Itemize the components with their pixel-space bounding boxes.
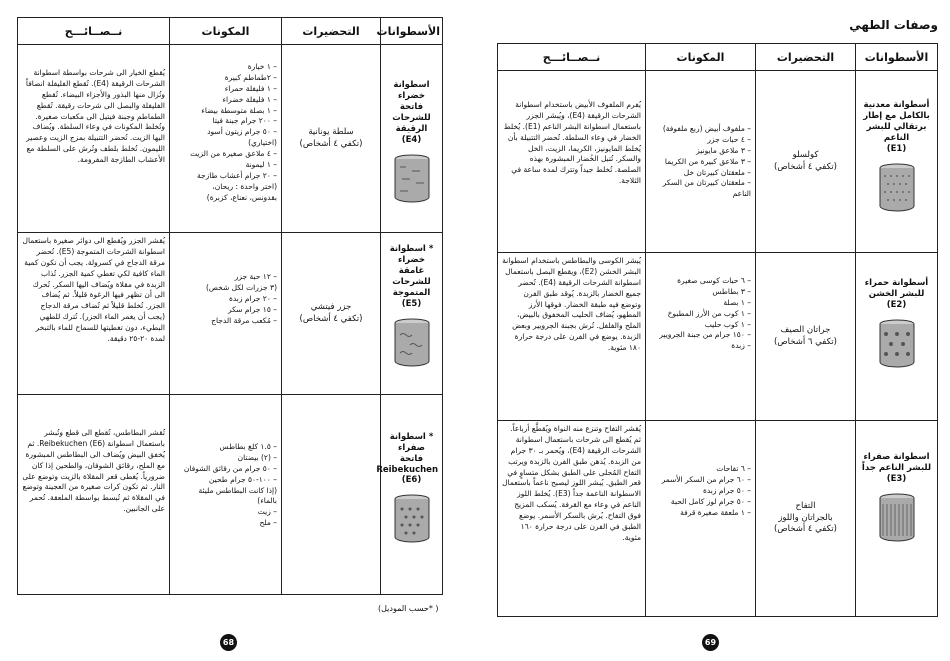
cylinder-code: (E1) [886, 144, 907, 155]
header-preparations: التحضيرات [282, 18, 381, 45]
header-tips: نــصــائـــح [498, 44, 646, 71]
fine-grater-drum-icon [877, 162, 917, 214]
dish-name: التفاح [795, 501, 816, 512]
ingredient-item: – ٥٠ جرام زيتون أسود [207, 127, 277, 137]
preparation-cell [756, 253, 856, 421]
cylinder-code: (E5) [401, 299, 422, 310]
ingredient-item: – ١.٥ كلغ بطاطس [219, 442, 277, 451]
cylinder-cell [381, 233, 443, 395]
left-recipe-table [17, 17, 443, 595]
ingredient-item: – زبدة [731, 341, 751, 351]
cylinder-name [385, 244, 438, 299]
ingredient-item: بقدونس، نعناع، كزبرة) [206, 192, 277, 202]
tip-text: يُفرم الملفوف الأبيض باستخدام اسطوانة الشرحات الرقيقة (E4)، ويُبشر الجزر باستعمال اسطوانة البشر الناعم (E1). يُخلط الخضار في وعاء السلطة. تُحضر التتبيلة بأن يُخلط المايونيز، الكريما، الزيت، الخل والسكر. تُتبل الخُضار المبشورة بهذه الصلصة. تُخلط جيداً وتترك لمدة ساعة في الثلاجة. [503, 100, 641, 186]
preparation-cell [282, 233, 381, 395]
cylinder-code: (E4) [401, 135, 422, 146]
ingredient-item: – ٢طماطم كبيرة [224, 72, 277, 82]
ingredient-item: (٣ جزرات لكل شخص) [205, 282, 277, 292]
extra-fine-grater-drum-icon [877, 492, 917, 544]
cylinder-cell [856, 253, 938, 421]
cylinder-name [385, 432, 438, 465]
page-number-badge: 69 [702, 634, 719, 651]
tip-text: يُقشر التفاح وتنزع منه النواة ويُقطَّع أرباعاً. ثم يُقطع الى شرحات باستعمال اسطوانة الشرحات الرقيقة (E4)، ويُحمر بـ ٣٠ جرام من الزبدة. يُدهن طبق الفرن بالزبدة ويرتب التفاح المُحلى على الطبق بشكل متساوٍ في قعر الطبق. يُبشر اللوز ليصبح ناعماً باستعمال الاسطوانة الناعمة جداً (E3). يُخلط اللوز الناعم في وعاء مع القرفة. يُسكب المزيج فوق التفاح. يُرش بالسكر الأسمر. يوضع الطبق في الفرن على درجة حرارة ١٦٠ مئوية. [502, 424, 641, 542]
ingredient-item: – ٣ بطاطس [712, 286, 751, 296]
tip-text: يُبشر الكوسى والبطاطس باستخدام اسطوانة البشر الخشن (E2)، ويقطع البصل باستعمال اسطوانة الشرحات الرقيقة (E4). تُحضر جميع الخضار بالزبدة. يُوقد طبق الفرن وتوضع فيه طبقة الخضار. فوقها الأرز المطهو، يُضاف الحليب المخفوق بالبيض، الملح والفلفل. تُرش بجبنة الجرويير وبعض الزبدة. يوضع في الفرن على درجة حرارة ١٨٠ مئوية. [502, 256, 641, 352]
ingredient-item: الناعم [732, 189, 751, 199]
cylinder-cell [856, 421, 938, 617]
ingredient-item: (إذا كانت البطاطس مليئة [198, 485, 277, 495]
cylinder-cell [376, 395, 443, 595]
ingredient-item: – ٣ ملاعق كبيرة من الكريما [664, 156, 751, 166]
servings: (تكفي ٤ أشخاص) [774, 161, 837, 172]
ingredient-item: – ٥٠ جرام لوز كامل الحبة [670, 496, 751, 506]
ingredient-item: – ١ خيارة [247, 62, 277, 71]
cylinder-cell [856, 71, 938, 253]
ingredients-cell [170, 395, 282, 595]
ingredient-item: – ٦ حبات كوسى صغيرة [677, 276, 751, 285]
wavy-slicer-drum-icon [392, 317, 432, 369]
cylinder-name-text: اسطوانة صفراء فاتحة [389, 432, 426, 465]
cylinder-name: أسطوانة حمراء للبشر الخشن [864, 278, 929, 300]
header-preparations: التحضيرات [756, 44, 856, 71]
servings: (تكفي ٤ أشخاص) [299, 138, 363, 149]
ingredient-item: – مُكعب مرقة الدجاج [211, 315, 277, 325]
page-number-badge: 68 [220, 634, 237, 651]
ingredients-cell [646, 421, 756, 617]
ingredient-item: بالماء) [257, 496, 277, 506]
cylinder-extra: Reibekuchen [376, 465, 438, 476]
footnote-star: * [428, 432, 434, 442]
servings: (تكفي ٤ أشخاص) [299, 313, 363, 324]
preparation-cell [756, 421, 856, 617]
ingredient-item: – ٤ حبات جزر [707, 134, 751, 144]
ingredient-item: – ١ كوب من الأرز المطبوخ [667, 308, 751, 318]
ingredient-item: – ملفوف أبيض (ربع ملفوفة) [662, 124, 751, 133]
ingredient-item: – ١ فليفلة خضراء [222, 94, 277, 104]
dish-name: كولسلو [792, 150, 819, 161]
ingredient-item: – ٦٠ جرام من السكر الأسمر [661, 474, 751, 484]
ingredient-item: (اختر واحدة : ريحان، [212, 181, 277, 191]
tips-cell [498, 71, 646, 253]
cylinder-name: اسطوانة خضراء فاتحة للشرحات الرقيقة [392, 80, 431, 135]
dish-name: جراتان الصيف [780, 325, 831, 336]
dish-name: جزر فيتشي [310, 302, 352, 313]
ingredient-item: – ٤ ملاعق صغيرة من الزيت [190, 149, 277, 158]
ingredients-cell [646, 71, 756, 253]
header-tips: نــصــائـــح [18, 18, 170, 45]
dish-name-line2: بالجراتان واللوز [778, 512, 833, 523]
ingredient-item: – ٣ ملاعق مايونيز [696, 145, 751, 155]
ingredient-item: (اختياري) [248, 138, 277, 148]
ingredient-item: – ١ ملعقة صغيرة قرفة [680, 507, 751, 517]
cylinder-cell [381, 45, 443, 233]
preparation-cell [756, 71, 856, 253]
ingredients-cell [646, 253, 756, 421]
cylinder-code: (E2) [886, 300, 907, 311]
ingredient-item: – ٦ تفاحات [716, 464, 751, 473]
tip-text: تُقشر البطاطس، تُقطع الى قطع وتُبشر باستعمال اسطوانة Reibekuchen (E6). ثم يُخفق البيض ويُضاف الى البطاطس المبشورة مع الملح، رقائق الشوفان، والطحين إذا كان ضرورياً. يُغطى قعر المقلاة بالزيت وتوضع على النار. ثم تكون كرات صغيرة من العجينة وتوضع في المقلاة ثم تُبسط بواسطة الملعقة. تُحمر على الجانبين. [22, 428, 165, 514]
tips-cell [498, 421, 646, 617]
tips-cell [18, 45, 170, 233]
page-heading: وصفات الطهي [849, 18, 938, 32]
ingredient-item: – ١ بصلة [723, 297, 751, 307]
slicer-drum-icon [392, 153, 432, 205]
ingredient-item: – ١٥٠ جرام من جبنة الجرويير [659, 330, 751, 340]
header-ingredients: المكونات [646, 44, 756, 71]
ingredient-item: – ملعقتان كبيرتان خل [683, 167, 751, 177]
ingredient-item: – ٢٠٠ جرام جبنة فيتا [212, 116, 277, 126]
header-cylinders: الأسطوانات [856, 44, 938, 71]
ingredients-cell [170, 233, 282, 395]
ingredient-item: – ١٠٠-٥٠ جرام طحين [208, 474, 277, 484]
ingredient-item: – ٥٠ جرام من رقائق الشوفان [183, 463, 277, 473]
ingredient-item: – (٢) بيضتان [237, 452, 277, 462]
tips-cell [18, 233, 170, 395]
ingredient-item: – زيت [257, 507, 277, 517]
footnote: ( *حسب الموديل) [378, 604, 439, 613]
tip-text: يُقطع الخيار الى شرحات بواسطة اسطوانة الشرحات الرقيقة (E4). تُقطع الفليفلة انصافاً وتُزال منها البذور والأجزاء البيضاء. تُقطع الفليفلة والبصل الى شرحات رقيقة. تُقطع الطماطم وجبنة فيتيل الى مكعبات صغيرة. وتُخلط المكونات في وعاء السلطة. ويُضاف اليها الزيت. تُحضر التتبيلة بمزج الزيت وعصير الليمون. تُخلط بلطف وتُرش على السلطة مع الأعشاب الطازجة المفرومة. [25, 68, 165, 164]
cylinder-code: (E6) [401, 475, 422, 486]
header-cylinders: الأسطوانات [381, 18, 443, 45]
reibekuchen-drum-icon [392, 493, 432, 545]
preparation-cell [282, 45, 381, 233]
ingredient-item: – ملعقتان كبيرتان من السكر [662, 178, 751, 188]
cylinder-name: اسطوانة صفراء للبشر الناعم جداً [861, 452, 932, 474]
ingredient-item: – ١ بصلة متوسطة بيضاء [201, 105, 277, 115]
servings: (تكفي ٤ أشخاص) [774, 524, 837, 535]
coarse-grater-drum-icon [877, 318, 917, 370]
cylinder-name: أسطوانة معدنية بالكامل مع إطار برتقالي للبشر الناعم [863, 100, 930, 144]
ingredient-item: – ٢٠ جرام زبدة [228, 293, 277, 303]
ingredient-item: – ملح [259, 518, 277, 528]
tip-text: يُقشر الجزر ويُقطع الى دوائر صغيرة باستعمال اسطوانة الشرحات المتموجة (E5). تُحضر مرقة الدجاج في كسرولة. يجب أن تكون كمية الماء كافية لكي تغطي كمية الجزر. تُذاب الزبدة في مقلاة ويُضاف اليها السكر. تُحرك الى أن تظهر فيها الرغوة قليلاً. ثم يُضاف الجزر. تُخلط قليلاً ثم تُضاف مرقة الدجاج (يجب أن يغمر الماء الجزر). تُترك للطهي البطيء، دون تغطيتها للسماح للماء بالتبخر لمدة ٢٠-٢٥ دقيقة. [22, 236, 165, 343]
footnote-star: * [428, 244, 434, 254]
cylinder-code: (E3) [886, 474, 907, 485]
ingredient-item: – ٢٠ جرام أعشاب طازجة [197, 170, 277, 180]
ingredient-item: – ١ كوب حليب [704, 319, 751, 329]
ingredients-cell [170, 45, 282, 233]
ingredient-item: – ١ فليفلة حمراء [224, 83, 277, 93]
tips-cell [498, 253, 646, 421]
servings: (تكفي ٦ أشخاص) [774, 336, 837, 347]
ingredient-item: – ١ ليمونة [245, 159, 277, 169]
ingredient-item: – ١٥ جرام سكر [227, 304, 277, 314]
ingredient-item: – ٥٠ جرام زبدة [702, 485, 751, 495]
preparation-cell [282, 395, 381, 595]
header-ingredients: المكونات [170, 18, 282, 45]
right-recipe-table [497, 43, 938, 617]
dish-name: سلطة يونانية [308, 127, 354, 138]
cylinder-name-text: اسطوانة خضراء غامقة للشرحات المتموجة [389, 244, 431, 299]
tips-cell [18, 395, 170, 595]
ingredient-item: – ١٢ حبة جزر [234, 272, 277, 281]
